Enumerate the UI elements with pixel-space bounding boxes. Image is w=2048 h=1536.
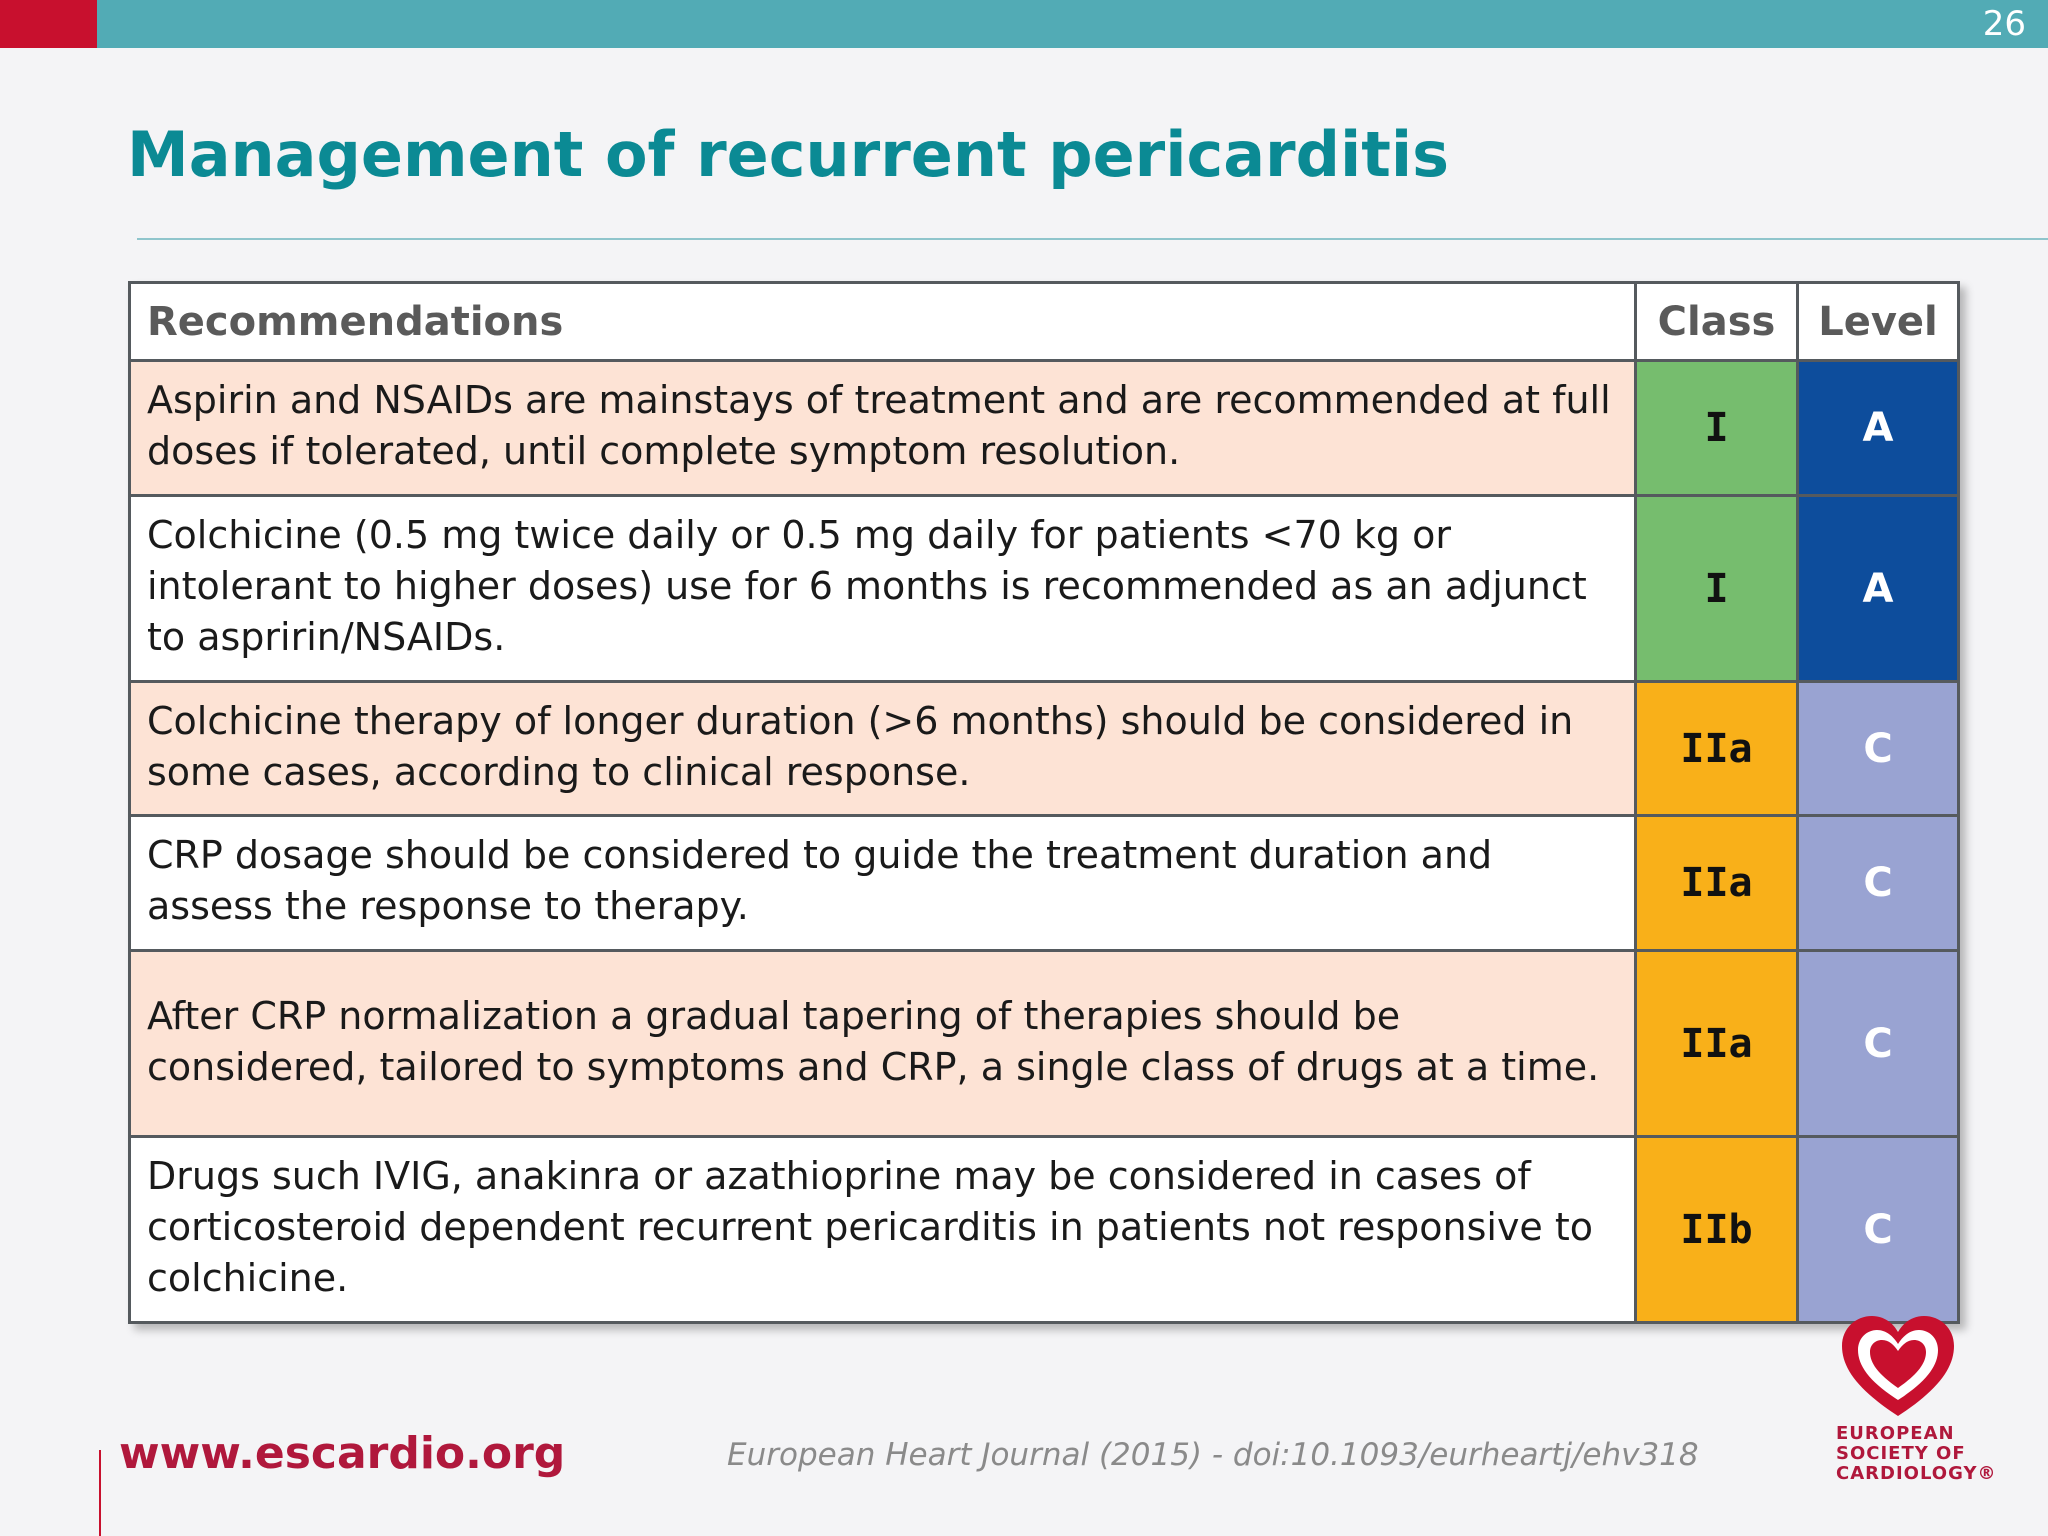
citation: European Heart Journal (2015) - doi:10.1093/eurheartj/ehv318 <box>727 1437 1699 1473</box>
table-row <box>130 361 1959 496</box>
level-cell: C <box>1798 951 1959 1137</box>
logo-line: SOCIETY OF <box>1836 1443 1966 1464</box>
level-cell: A <box>1798 496 1959 682</box>
table-row <box>130 951 1959 1137</box>
header-class: Class <box>1636 283 1798 361</box>
table-row <box>130 1137 1959 1323</box>
website-link[interactable]: www.escardio.org <box>119 1428 566 1479</box>
top-bar <box>0 0 2048 48</box>
table-header-row <box>130 283 1959 361</box>
level-cell: C <box>1798 1137 1959 1323</box>
table-row <box>130 496 1959 682</box>
level-cell: C <box>1798 816 1959 951</box>
logo-line: CARDIOLOGY® <box>1836 1463 1997 1484</box>
table-row <box>130 682 1959 816</box>
class-cell: I <box>1636 496 1798 682</box>
footer-divider <box>99 1450 101 1536</box>
recommendation-text: After CRP normalization a gradual tapering of therapies should be considered, tailored to symptoms and CRP, a single class of drugs at a time. <box>130 951 1636 1137</box>
heart-logo-icon <box>1838 1312 1958 1422</box>
title-divider <box>137 238 2048 240</box>
recommendation-text: Colchicine (0.5 mg twice daily or 0.5 mg daily for patients <70 kg or intolerant to higher doses) use for 6 months is recommended as an adjunct to aspririn/NSAIDs. <box>130 496 1636 682</box>
table-row <box>130 816 1959 951</box>
page-title: Management of recurrent pericarditis <box>127 118 1450 191</box>
logo-line: EUROPEAN <box>1836 1423 1955 1444</box>
class-cell: I <box>1636 361 1798 496</box>
recommendations-table <box>128 281 1960 1324</box>
class-cell: IIa <box>1636 951 1798 1137</box>
level-cell: A <box>1798 361 1959 496</box>
logo-wordmark <box>1836 1424 1996 1484</box>
esc-logo <box>1818 1312 1997 1522</box>
slide-number: 26 <box>1982 4 2026 44</box>
class-cell: IIa <box>1636 682 1798 816</box>
top-bar-accent <box>0 0 97 48</box>
recommendation-text: Aspirin and NSAIDs are mainstays of treatment and are recommended at full doses if tolerated, until complete symptom resolution. <box>130 361 1636 496</box>
header-recommendations: Recommendations <box>130 283 1636 361</box>
recommendation-text: Drugs such IVIG, anakinra or azathioprine may be considered in cases of corticosteroid dependent recurrent pericarditis in patients not responsive to colchicine. <box>130 1137 1636 1323</box>
class-cell: IIa <box>1636 816 1798 951</box>
header-level: Level <box>1798 283 1959 361</box>
level-cell: C <box>1798 682 1959 816</box>
class-cell: IIb <box>1636 1137 1798 1323</box>
recommendation-text: Colchicine therapy of longer duration (>6 months) should be considered in some cases, according to clinical response. <box>130 682 1636 816</box>
recommendation-text: CRP dosage should be considered to guide the treatment duration and assess the response to therapy. <box>130 816 1636 951</box>
